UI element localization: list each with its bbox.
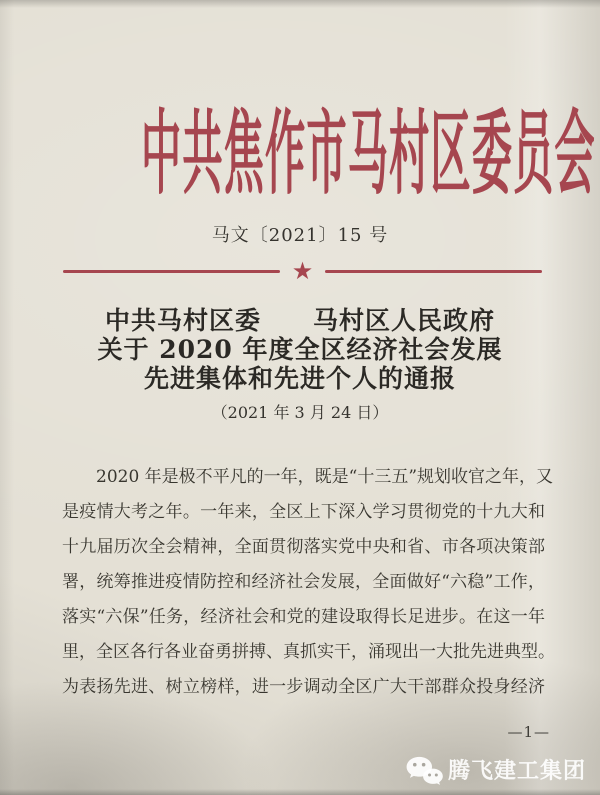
document-title [0, 306, 600, 393]
issuing-org-title: 中共焦作市马村区委员会 [141, 100, 596, 207]
body-line: 落实“六保”任务，经济社会和党的建设取得长足进步。在这一年 [62, 607, 545, 627]
body-line: 十九届历次全会精神，全面贯彻落实党中央和省、市各项决策部 [62, 537, 545, 557]
watermark-text: 腾飞建工集团 [447, 758, 586, 783]
divider-rule-left [63, 270, 280, 273]
red-divider [63, 257, 542, 285]
body-line: 里，全区各行各业奋勇拼搏、真抓实干，涌现出一大批先进典型。 [62, 642, 555, 662]
document-title-line: 先进集体和先进个人的通报 [143, 364, 456, 393]
document-title-line: 中共马村区委 马村区人民政府 [104, 306, 495, 335]
body-line: 为表扬先进、树立榜样，进一步调动全区广大干部群众投身经济 [62, 677, 545, 697]
body-line: 署，统筹推进疫情防控和经济社会发展，全面做好“六稳”工作， [62, 572, 545, 592]
body-line: 是疫情大考之年。一年来，全区上下深入学习贯彻党的十九大和 [62, 502, 545, 522]
star-icon: ★ [291, 257, 314, 285]
document-date: （2021 年 3 月 24 日） [211, 403, 389, 422]
watermark [405, 755, 586, 787]
divider-rule-right [325, 270, 542, 273]
document-number: 马文〔2021〕15 号 [211, 225, 389, 246]
document-title-line: 关于 2020 年度全区经济社会发展 [97, 335, 503, 364]
body-paragraph [62, 460, 555, 705]
page-number: —1— [507, 723, 550, 741]
body-line: 2020 年是极不平凡的一年，既是“十三五”规划收官之年，又 [96, 467, 554, 487]
wechat-icon [405, 755, 443, 787]
